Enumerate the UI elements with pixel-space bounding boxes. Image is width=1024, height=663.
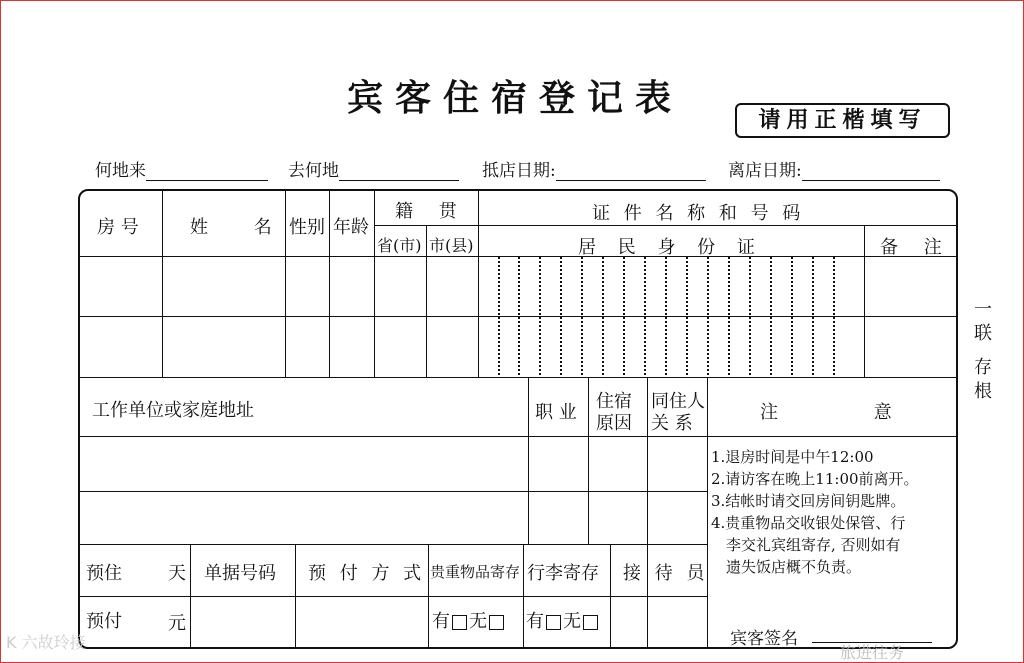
age-header: 年龄 [333, 217, 369, 238]
note-item: 李交礼宾组寄存, 否则如有 [726, 536, 901, 554]
gender-header: 性别 [289, 217, 325, 238]
from-blank[interactable] [146, 162, 268, 181]
native-place-header: 籍 贯 [395, 201, 467, 222]
notes-list [711, 446, 919, 578]
arrival-label: 抵店日期: [482, 161, 556, 181]
watermark-left [6, 630, 86, 653]
companion-header-1: 同住人 [651, 391, 705, 412]
row-divider [80, 491, 707, 492]
no-label: 无 [469, 611, 487, 632]
side-char: 根 [974, 381, 992, 402]
departure-blank[interactable] [802, 162, 940, 181]
departure-field [728, 156, 940, 181]
occupation-header: 职 业 [535, 402, 577, 423]
no-label: 无 [563, 611, 581, 632]
row-divider [80, 377, 958, 378]
name-header: 姓 名 [190, 217, 292, 238]
stay-reason-header-1: 住宿 [596, 391, 632, 412]
id-card-header: 居 民 身 份 证 [578, 237, 763, 258]
valuables-header: 贵重物品寄存 [430, 563, 521, 581]
luggage-options [526, 607, 600, 633]
days-unit: 天 [168, 563, 186, 584]
companion-header-2: 关 系 [651, 413, 693, 434]
form-title: 宾客住宿登记表 [346, 78, 683, 119]
luggage-yes-checkbox[interactable] [546, 615, 561, 630]
departure-label: 离店日期: [728, 161, 802, 181]
watermark-text: 六故玲接 [21, 633, 86, 652]
yes-label: 有 [526, 611, 544, 632]
yes-label: 有 [432, 611, 450, 632]
remarks-header: 备 注 [880, 237, 952, 258]
registration-table [78, 189, 958, 649]
receptionist-header: 接 待 员 [623, 563, 709, 584]
to-blank[interactable] [339, 162, 459, 181]
valuables-options [432, 607, 506, 633]
watermark-right: 旅进往务 [840, 643, 905, 662]
note-item: 2.请访客在晚上11:00前离开。 [711, 470, 919, 488]
row-divider [374, 225, 958, 226]
row-divider [80, 596, 707, 597]
from-field [95, 156, 268, 181]
side-char: 存 [974, 357, 992, 378]
arrival-blank[interactable] [556, 162, 706, 181]
note-item: 4.贵重物品交收银处保管、行 [711, 514, 906, 532]
prepaid-label: 预付 [86, 611, 122, 632]
receipt-no-header: 单据号码 [204, 563, 276, 584]
id-title-header: 证 件 名 称 和 号 码 [592, 203, 805, 224]
note-item: 3.结帐时请交回房间钥匙牌。 [711, 492, 906, 510]
notice-box: 请用正楷填写 [735, 103, 950, 138]
payment-method-header: 预 付 方 式 [308, 563, 426, 584]
watermark-logo: K [6, 633, 17, 652]
stay-days-label: 预住 [86, 563, 122, 584]
row-divider [80, 544, 707, 545]
stay-reason-header-2: 原因 [596, 413, 632, 434]
side-char: 联 [974, 323, 992, 344]
note-item: 1.退房时间是中午12:00 [711, 448, 874, 466]
guest-signature-label: 宾客签名 [730, 629, 798, 649]
attention-header: 注 意 [760, 402, 892, 423]
from-label: 何地来 [95, 161, 146, 181]
arrival-field [482, 156, 706, 181]
room-no-header: 房 号 [97, 217, 139, 238]
valuables-yes-checkbox[interactable] [452, 615, 467, 630]
city-header: 市(县) [429, 236, 474, 255]
side-char: 一 [974, 299, 992, 320]
luggage-header: 行李寄存 [527, 563, 599, 584]
luggage-no-checkbox[interactable] [583, 615, 598, 630]
province-header: 省(市) [377, 236, 422, 255]
side-label [968, 298, 998, 404]
note-item: 遗失饭店概不负责。 [726, 558, 862, 576]
work-address-header: 工作单位或家庭地址 [92, 400, 254, 421]
valuables-no-checkbox[interactable] [489, 615, 504, 630]
row-divider [80, 436, 958, 437]
to-field [288, 156, 459, 181]
yuan-unit: 元 [168, 613, 186, 634]
to-label: 去何地 [288, 161, 339, 181]
